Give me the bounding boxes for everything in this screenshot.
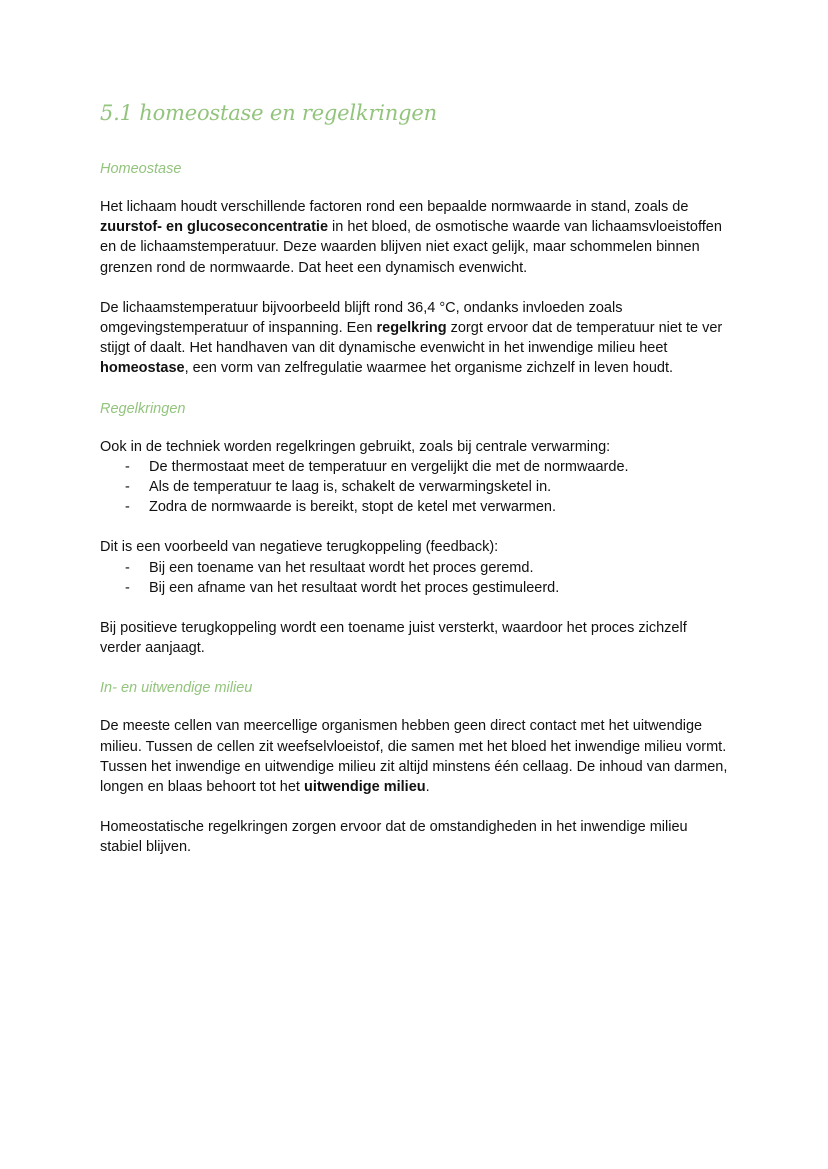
bold-term-regelkring: regelkring (376, 320, 447, 337)
list-item-text: Bij een toename van het resultaat wordt het proces geremd. (149, 559, 534, 576)
text-run: . (425, 779, 430, 796)
list-item (100, 578, 730, 598)
text-run: zorgt ervoor dat de temperatuur niet te ver stijgt of daalt. Het handhaven van dit dynamische evenwicht in het inwendige milieu heet (100, 320, 723, 357)
text-run: De lichaamstemperatuur bijvoorbeeld blijft rond 36,4 °C, ondanks invloeden zoals omgevingstemperatuur of inspanning. Een (100, 299, 623, 337)
paragraph-milieu-2: Homeostatische regelkringen zorgen ervoor dat de omstandigheden in het inwendige milieu stabiel blijven. (100, 819, 688, 856)
bullet-dash: - (125, 559, 130, 576)
text-run: De meeste cellen van meercellige organismen hebben geen direct contact met het uitwendige milieu. Tussen de cellen zit weefselvloeistof, die samen met het bloed het inwendige milieu vormt. Tussen het inwendige en uitwendige milieu zit altijd minstens één cellaag. De inhoud van darmen, longen en blaas behoort tot het (100, 718, 728, 796)
bullet-dash: - (125, 479, 130, 496)
bullet-dash: - (125, 579, 130, 596)
paragraph-regelkringen-intro: Ook in de techniek worden regelkringen gebruikt, zoals bij centrale verwarming: (100, 438, 611, 455)
list-item-text: Bij een afname van het resultaat wordt het proces gestimuleerd. (149, 579, 560, 596)
list-item-text: Als de temperatuur te laag is, schakelt de verwarmingsketel in. (149, 479, 552, 496)
list-item-text: Zodra de normwaarde is bereikt, stopt de ketel met verwarmen. (149, 499, 556, 516)
list-item (100, 558, 730, 578)
section-heading-regelkringen: Regelkringen (100, 400, 186, 417)
list-item-text: De thermostaat meet de temperatuur en vergelijkt die met de normwaarde. (149, 458, 629, 475)
document-title: 5.1 homeostase en regelkringen (100, 101, 437, 125)
bullet-dash: - (125, 458, 130, 475)
bold-term-homeostase: homeostase (100, 360, 185, 377)
bold-term-concentratie: zuurstof- en glucoseconcentratie (100, 219, 329, 236)
paragraph-homeostase-2 (100, 298, 730, 379)
bullet-dash: - (125, 499, 130, 516)
text-run: in het bloed, de osmotische waarde van lichaamsvloeistoffen en de lichaamstemperatuur. Deze waarden blijven niet exact gelijk, maar schommelen binnen grenzen rond de normwaarde. Dat heet een dynamisch evenwicht. (100, 219, 722, 276)
bold-term-uitwendige-milieu: uitwendige milieu (303, 779, 426, 796)
list-negatieve-terugkoppeling (100, 558, 730, 598)
paragraph-milieu-1 (100, 716, 730, 797)
list-item (100, 477, 730, 497)
list-item (100, 457, 730, 477)
paragraph-positieve-terugkoppeling: Bij positieve terugkoppeling wordt een toename juist versterkt, waardoor het proces zichzelf verder aanjaagt. (100, 620, 687, 657)
text-run: , een vorm van zelfregulatie waarmee het organisme zichzelf in leven houdt. (184, 360, 674, 377)
text-run: Het lichaam houdt verschillende factoren rond een bepaalde normwaarde in stand, zoals de (100, 199, 689, 215)
paragraph-homeostase-1 (100, 197, 730, 278)
section-heading-homeostase: Homeostase (100, 161, 182, 177)
section-heading-milieu: In- en uitwendige milieu (100, 680, 253, 697)
list-centrale-verwarming (100, 457, 730, 518)
document-content (100, 98, 730, 878)
list-item (100, 497, 730, 517)
paragraph-negatieve-terugkoppeling: Dit is een voorbeeld van negatieve terugkoppeling (feedback): (100, 539, 499, 556)
